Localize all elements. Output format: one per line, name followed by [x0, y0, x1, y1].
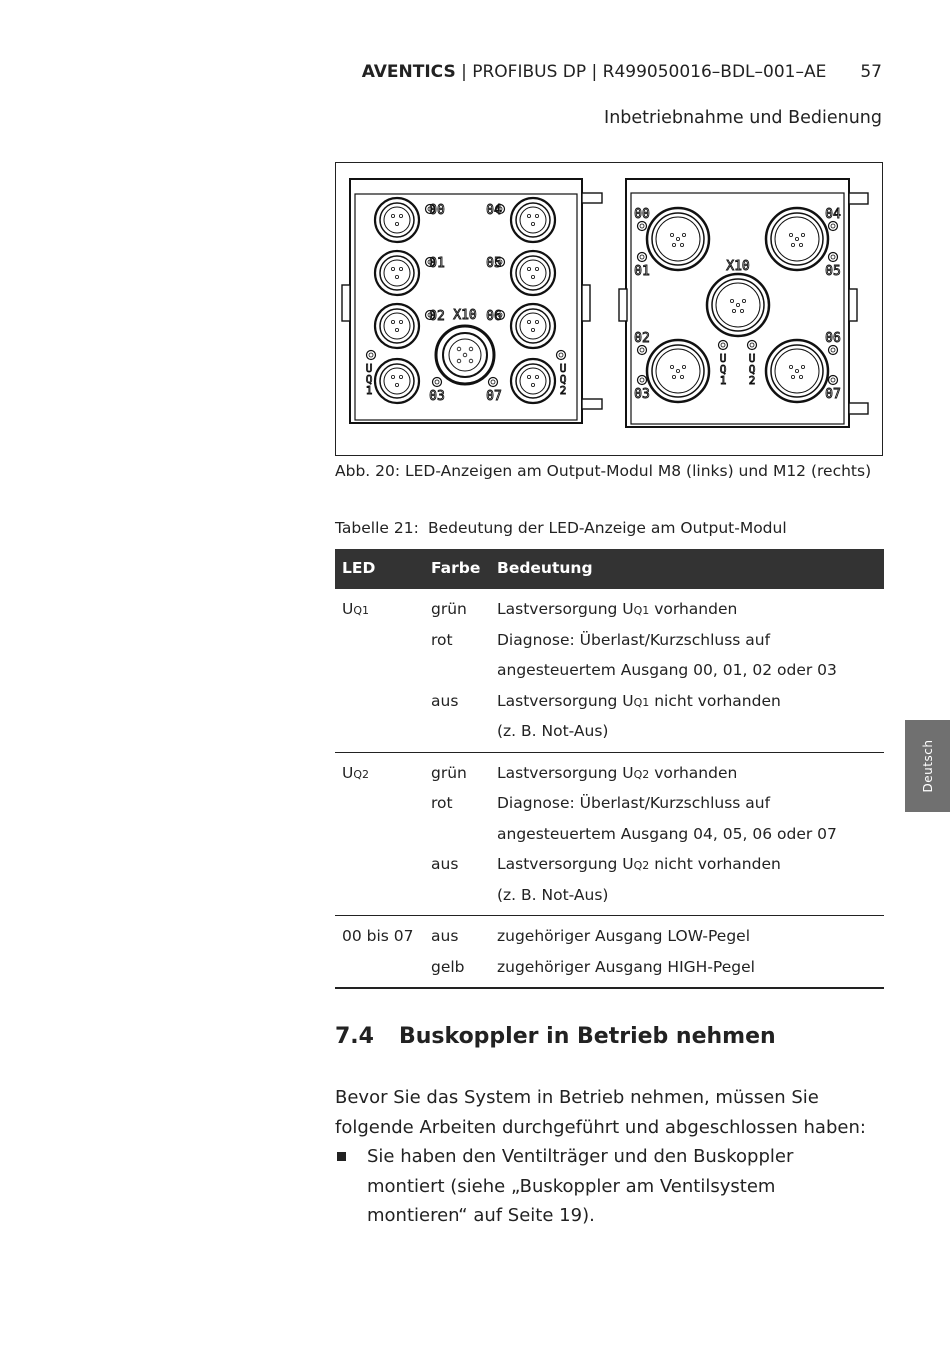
- body-text: [335, 1083, 895, 1231]
- m8-connector-icon: [384, 313, 410, 339]
- header-color: Farbe: [431, 559, 481, 577]
- led-color: aus: [431, 691, 459, 710]
- label-uq2: U: [748, 352, 756, 365]
- led-meaning-line: Lastversorgung UQ1 nicht vorhanden: [497, 691, 781, 710]
- led-indicator-icon: [640, 348, 644, 352]
- connector-pin: [463, 353, 467, 357]
- connector-pin: [791, 243, 794, 246]
- table-header: [335, 549, 884, 589]
- m12-side-clip: [619, 289, 627, 321]
- connector-pin: [535, 267, 538, 270]
- connector-pin: [789, 233, 792, 236]
- led-meaning-line: zugehöriger Ausgang HIGH-Pegel: [497, 957, 755, 976]
- led-indicator-icon: [491, 380, 495, 384]
- brand-name: AVENTICS: [361, 62, 456, 82]
- connector-pin: [672, 243, 675, 246]
- connector-pin: [457, 359, 461, 363]
- label-output-00: 00: [634, 207, 650, 222]
- led-color: rot: [431, 794, 453, 812]
- connector-pin: [399, 375, 402, 378]
- led-meaning-line: Lastversorgung UQ1 vorhanden: [497, 600, 738, 618]
- led-color: aus: [431, 927, 459, 945]
- intro-paragraph: Bevor Sie das System in Betrieb nehmen, müssen Sie folgende Arbeiten durchgeführt und abgeschlossen haben:: [335, 1087, 866, 1138]
- connector-pin: [799, 375, 802, 378]
- led-indicator-icon: [831, 378, 835, 382]
- connector-pin: [399, 320, 402, 323]
- connector-pin: [795, 237, 798, 240]
- label-output-05: 05: [825, 264, 841, 279]
- led-indicator-icon: [831, 224, 835, 228]
- connector-pin: [527, 267, 530, 270]
- running-header: [362, 62, 882, 82]
- connector-pin: [799, 243, 802, 246]
- section-heading-title: Buskoppler in Betrieb nehmen: [399, 1024, 776, 1049]
- m8-side-clip: [582, 285, 590, 321]
- label-uq2: 2: [559, 384, 567, 397]
- connector-pin: [531, 383, 534, 386]
- label-output-03: 03: [634, 387, 650, 402]
- led-name: 00 bis 07: [342, 927, 414, 945]
- label-output-06: 06: [825, 331, 841, 346]
- connector-pin: [531, 222, 534, 225]
- connector-pin: [457, 347, 461, 351]
- connector-pin: [680, 243, 683, 246]
- table-caption-number: Tabelle 21:: [335, 519, 419, 537]
- connector-pin: [682, 365, 685, 368]
- connector-pin: [531, 328, 534, 331]
- led-name: UQ1: [342, 600, 370, 618]
- connector-pin: [469, 347, 473, 351]
- label-uq2: 2: [748, 374, 756, 387]
- label-uq1: 1: [719, 374, 727, 387]
- led-meaning-line: angesteuertem Ausgang 04, 05, 06 oder 07: [497, 824, 837, 843]
- label-output-04: 04: [486, 203, 502, 218]
- connector-pin: [742, 299, 745, 302]
- m12-side-clip: [849, 289, 857, 321]
- m12-corner-tab: [849, 193, 868, 204]
- connector-pin: [791, 375, 794, 378]
- m8-connector-icon: [384, 368, 410, 394]
- label-uq1: U: [719, 352, 727, 365]
- bullet-square-icon: [337, 1152, 346, 1161]
- m8-connector-icon: [384, 260, 410, 286]
- connector-pin: [527, 375, 530, 378]
- led-meaning-line: (z. B. Not-Aus): [497, 885, 609, 904]
- label-uq1: Q: [365, 373, 373, 386]
- label-uq2: Q: [748, 363, 756, 376]
- m8-connector-icon: [520, 207, 546, 233]
- led-meaning-line: Lastversorgung UQ2 vorhanden: [497, 763, 738, 782]
- connector-pin: [391, 214, 394, 217]
- label-uq1: U: [365, 362, 373, 375]
- connector-pin: [680, 375, 683, 378]
- connector-pin: [535, 214, 538, 217]
- label-uq1: 1: [365, 384, 373, 397]
- connector-pin: [670, 365, 673, 368]
- table-group: [335, 753, 884, 917]
- label-uq2: Q: [559, 373, 567, 386]
- connector-pin: [399, 267, 402, 270]
- led-color: rot: [431, 630, 453, 649]
- table-group: [335, 916, 884, 989]
- label-output-01: 01: [429, 256, 445, 271]
- connector-pin: [682, 233, 685, 236]
- connector-pin: [670, 233, 673, 236]
- connector-pin: [527, 214, 530, 217]
- led-indicator-icon: [369, 353, 373, 357]
- label-x10: X10: [453, 308, 477, 323]
- led-indicator-icon: [750, 343, 754, 347]
- led-indicator-icon: [640, 224, 644, 228]
- led-meaning-line: angesteuertem Ausgang 00, 01, 02 oder 03: [497, 661, 837, 679]
- connector-pin: [535, 375, 538, 378]
- language-side-tab: [905, 720, 950, 812]
- led-name: UQ2: [342, 763, 370, 782]
- table-caption: [335, 519, 787, 537]
- connector-pin: [391, 375, 394, 378]
- led-indicator-icon: [721, 343, 725, 347]
- table-caption-text: Bedeutung der LED-Anzeige am Output-Modul: [428, 519, 787, 537]
- bullet-item: [335, 1142, 895, 1231]
- label-output-02: 02: [429, 309, 445, 324]
- label-output-01: 01: [634, 264, 650, 279]
- section-heading: [335, 1024, 776, 1049]
- led-meaning-line: Diagnose: Überlast/Kurzschluss auf: [497, 794, 771, 812]
- side-tab-label: Deutsch: [920, 739, 935, 793]
- connector-pin: [469, 359, 473, 363]
- led-table: [335, 549, 884, 989]
- connector-pin: [395, 383, 398, 386]
- led-indicator-icon: [559, 353, 563, 357]
- connector-pin: [395, 328, 398, 331]
- connector-pin: [535, 320, 538, 323]
- m8-corner-tab: [582, 193, 602, 203]
- m8-corner-tab: [582, 399, 602, 409]
- connector-pin: [732, 309, 735, 312]
- connector-pin: [736, 303, 739, 306]
- figure-led-modules: [335, 162, 883, 456]
- label-uq1: Q: [719, 363, 727, 376]
- connector-pin: [391, 320, 394, 323]
- label-x10: X10: [726, 259, 750, 274]
- led-color: grün: [431, 763, 467, 782]
- label-output-06: 06: [486, 309, 502, 324]
- connector-pin: [672, 375, 675, 378]
- label-output-02: 02: [634, 331, 650, 346]
- connector-pin: [801, 233, 804, 236]
- label-output-00: 00: [429, 203, 445, 218]
- section-number: 7.4: [335, 1024, 374, 1049]
- led-meaning-line: Lastversorgung UQ2 nicht vorhanden: [497, 855, 781, 873]
- led-indicator-icon: [640, 255, 644, 259]
- table-group: [335, 589, 884, 753]
- connector-pin: [395, 275, 398, 278]
- led-indicator-icon: [831, 348, 835, 352]
- figure-caption: Abb. 20: LED-Anzeigen am Output-Modul M8 (links) und M12 (rechts): [335, 462, 872, 480]
- table-body: [335, 589, 884, 989]
- connector-pin: [801, 365, 804, 368]
- led-meaning-line: Diagnose: Überlast/Kurzschluss auf: [497, 630, 771, 649]
- label-output-04: 04: [825, 207, 841, 222]
- connector-pin: [395, 222, 398, 225]
- led-indicator-icon: [831, 255, 835, 259]
- page-number: 57: [860, 62, 882, 82]
- connector-pin: [676, 237, 679, 240]
- header-led: LED: [342, 559, 376, 577]
- led-color: gelb: [431, 957, 465, 976]
- led-indicator-icon: [435, 380, 439, 384]
- led-meaning-line: zugehöriger Ausgang LOW-Pegel: [497, 927, 751, 945]
- m8-side-clip: [342, 285, 350, 321]
- label-output-03: 03: [429, 389, 445, 404]
- m8-connector-icon: [520, 368, 546, 394]
- m8-connector-icon: [520, 260, 546, 286]
- connector-pin: [789, 365, 792, 368]
- m8-connector-icon: [384, 207, 410, 233]
- m8-connector-icon: [520, 313, 546, 339]
- label-output-07: 07: [486, 389, 502, 404]
- label-uq2: U: [559, 362, 567, 375]
- connector-pin: [795, 369, 798, 372]
- label-output-05: 05: [486, 256, 502, 271]
- header-meaning: Bedeutung: [497, 559, 593, 577]
- connector-pin: [740, 309, 743, 312]
- connector-pin: [730, 299, 733, 302]
- bullet-text: Sie haben den Ventilträger und den Buskoppler montiert (siehe „Buskoppler am Ventilsystem montieren“ auf Seite 19).: [367, 1146, 794, 1226]
- section-title: Inbetriebnahme und Bedienung: [604, 108, 882, 128]
- connector-pin: [391, 267, 394, 270]
- connector-pin: [676, 369, 679, 372]
- led-color: grün: [431, 600, 467, 618]
- led-module-drawing: [336, 163, 884, 457]
- led-indicator-icon: [640, 378, 644, 382]
- label-output-07: 07: [825, 387, 841, 402]
- connector-pin: [527, 320, 530, 323]
- doc-info: | PROFIBUS DP | R499050016–BDL–001–AE: [455, 62, 827, 82]
- led-meaning-line: (z. B. Not-Aus): [497, 722, 609, 740]
- led-color: aus: [431, 855, 459, 873]
- m12-corner-tab: [849, 403, 868, 414]
- connector-pin: [531, 275, 534, 278]
- connector-pin: [399, 214, 402, 217]
